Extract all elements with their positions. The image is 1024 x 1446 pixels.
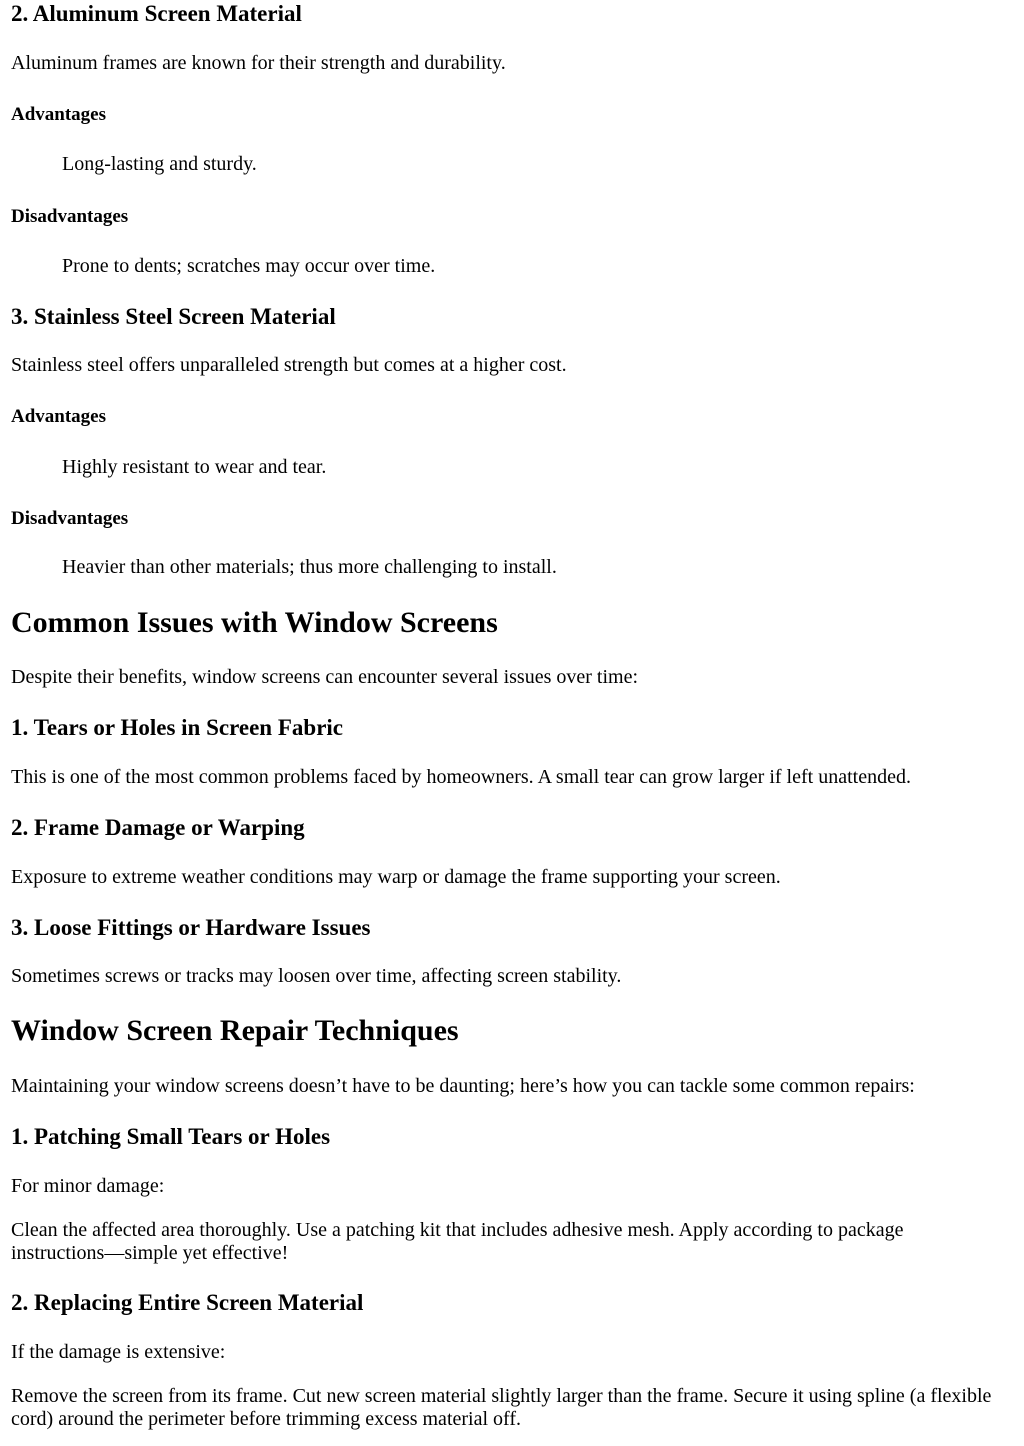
issue-2-text: Exposure to extreme weather conditions may warp or damage the frame supporting your screen. bbox=[11, 866, 781, 888]
repair-2-text: Remove the screen from its frame. Cut new screen material slightly larger than the frame. Secure it using spline (a flexible cord) around the perimeter before trimming excess material off. bbox=[11, 1385, 992, 1430]
repair-1-heading: 1. Patching Small Tears or Holes bbox=[11, 1124, 331, 1149]
issue-1-heading: 1. Tears or Holes in Screen Fabric bbox=[11, 715, 343, 740]
issue-2-heading: 2. Frame Damage or Warping bbox=[11, 815, 305, 840]
aluminum-advantages-text: Long-lasting and sturdy. bbox=[62, 153, 257, 175]
steel-heading: 3. Stainless Steel Screen Material bbox=[11, 304, 336, 329]
repair-heading: Window Screen Repair Techniques bbox=[11, 1014, 459, 1047]
aluminum-heading: 2. Aluminum Screen Material bbox=[11, 1, 302, 26]
aluminum-disadvantages-text: Prone to dents; scratches may occur over time. bbox=[62, 255, 436, 277]
steel-disadvantages-text: Heavier than other materials; thus more challenging to install. bbox=[62, 556, 557, 578]
issue-3-text: Sometimes screws or tracks may loosen over time, affecting screen stability. bbox=[11, 965, 622, 987]
steel-intro: Stainless steel offers unparalleled strength but comes at a higher cost. bbox=[11, 354, 567, 376]
repair-1-text: Clean the affected area thoroughly. Use a patching kit that includes adhesive mesh. Apply according to package instructions—simple yet effective! bbox=[11, 1219, 904, 1264]
steel-advantages-label: Advantages bbox=[11, 406, 107, 427]
aluminum-advantages-label: Advantages bbox=[11, 104, 107, 125]
issues-heading: Common Issues with Window Screens bbox=[11, 606, 498, 639]
issue-3-heading: 3. Loose Fittings or Hardware Issues bbox=[11, 915, 371, 940]
steel-disadvantages-label: Disadvantages bbox=[11, 508, 129, 529]
aluminum-disadvantages-label: Disadvantages bbox=[11, 206, 129, 227]
repair-2-heading: 2. Replacing Entire Screen Material bbox=[11, 1290, 364, 1315]
aluminum-intro: Aluminum frames are known for their strength and durability. bbox=[11, 52, 506, 74]
repair-intro: Maintaining your window screens doesn’t have to be daunting; here’s how you can tackle some common repairs: bbox=[11, 1075, 915, 1097]
issue-1-text: This is one of the most common problems faced by homeowners. A small tear can grow larger if left unattended. bbox=[11, 766, 911, 788]
issues-intro: Despite their benefits, window screens can encounter several issues over time: bbox=[11, 666, 639, 688]
repair-2-lead: If the damage is extensive: bbox=[11, 1341, 226, 1363]
repair-1-lead: For minor damage: bbox=[11, 1175, 165, 1197]
steel-advantages-text: Highly resistant to wear and tear. bbox=[62, 456, 327, 478]
